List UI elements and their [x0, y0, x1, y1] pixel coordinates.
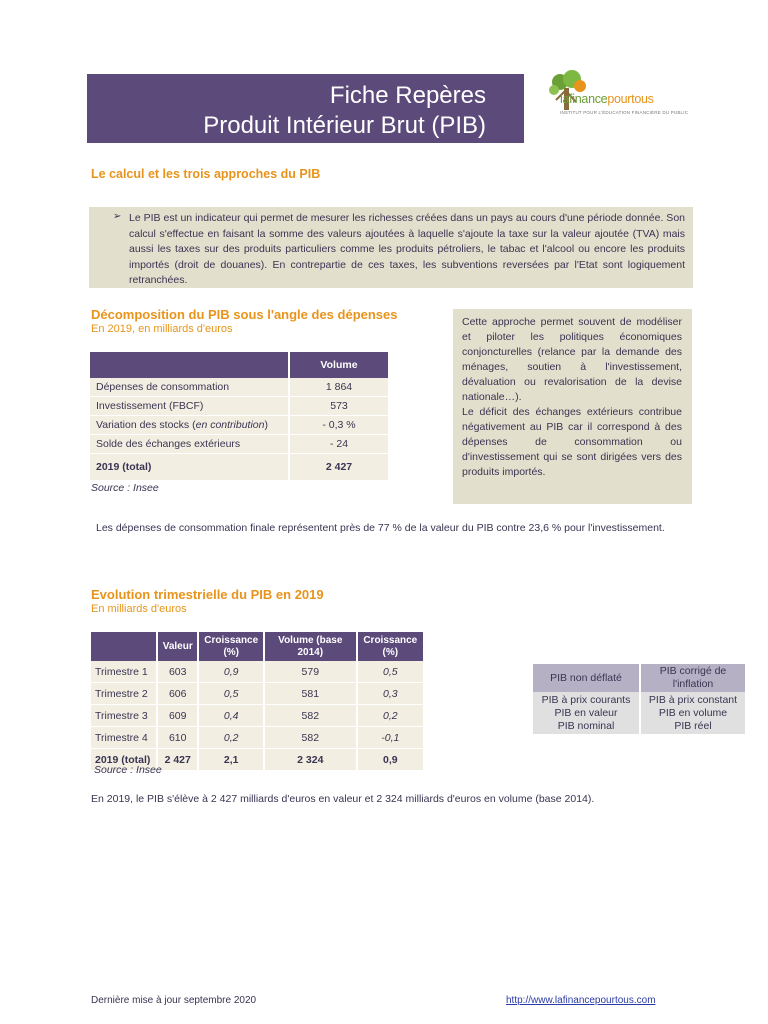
row-label: Variation des stocks (en contribution): [90, 416, 289, 435]
cell: PIB à prix constant PIB en volume PIB réel: [640, 692, 745, 734]
summary-paragraph: En 2019, le PIB s'élève à 2 427 milliards d'euros en valeur et 2 324 milliards d'euros en volume (base 2014).: [91, 793, 595, 805]
quarterly-header-valeur: Valeur: [157, 632, 199, 661]
cell: 582: [264, 705, 357, 727]
title-line-1: Fiche Repères: [329, 82, 486, 109]
table-row: [90, 435, 388, 454]
cell: Trimestre 3: [91, 705, 157, 727]
table-row: [90, 416, 388, 435]
cell: 0,4: [198, 705, 264, 727]
logo-wordmark: lafinancepourtous: [560, 92, 654, 106]
intro-box: [89, 207, 693, 288]
cell: 2,1: [198, 749, 264, 771]
cell: 0,5: [198, 683, 264, 705]
depenses-table-empty-header: [90, 352, 289, 378]
cell: 606: [157, 683, 199, 705]
cell: Trimestre 2: [91, 683, 157, 705]
header-pib-non-deflate: PIB non déflaté: [533, 664, 640, 692]
row-label: Investissement (FBCF): [90, 397, 289, 416]
cell: 2019 (total): [91, 749, 157, 771]
last-update: Dernière mise à jour septembre 2020: [91, 995, 257, 1006]
cell: 0,3: [357, 683, 423, 705]
table-header-row: [533, 664, 745, 692]
cell: 0,2: [357, 705, 423, 727]
section-subheading-evolution: En milliards d'euros: [91, 603, 187, 615]
quarterly-header-croissance: Croissance (%): [198, 632, 264, 661]
table-row: [533, 692, 745, 734]
total-label: 2019 (total): [90, 454, 289, 481]
quarterly-header-empty: [91, 632, 157, 661]
website-link[interactable]: http://www.lafinancepourtous.com: [506, 995, 656, 1006]
table-row: [91, 727, 423, 749]
table-row: [91, 661, 423, 683]
table-header-row: [91, 632, 423, 661]
quarterly-header-croissance-volume: Croissance (%): [357, 632, 423, 661]
cell: 609: [157, 705, 199, 727]
depenses-table: [90, 352, 388, 481]
section-heading-calcul: Le calcul et les trois approches du PIB: [91, 167, 321, 181]
source-note: Source : Insee: [94, 764, 162, 776]
cell: 0,2: [198, 727, 264, 749]
header-pib-corrige: PIB corrigé de l'inflation: [640, 664, 745, 692]
section-subheading-depenses: En 2019, en milliards d'euros: [91, 323, 233, 335]
source-note: Source : Insee: [91, 482, 159, 494]
cell: 579: [264, 661, 357, 683]
table-row: [91, 683, 423, 705]
side-note-text: Cette approche permet souvent de modéliser et piloter les politiques économiques conjoncturelles (relance par la demande des ménages, soutien à l'investissement, dévaluation ou revalorisation de la devise nationale…). Le déficit des échanges extérieurs contribue négativement au PIB car il correspond à des dépenses de consommation ou d'investissement qui se sont dirigées vers des produits importés.: [462, 316, 682, 478]
cell: 2 324: [264, 749, 357, 771]
cell: -0,1: [357, 727, 423, 749]
cell: 0,9: [198, 661, 264, 683]
section-heading-evolution: Evolution trimestrielle du PIB en 2019: [91, 587, 324, 602]
row-label: Solde des échanges extérieurs: [90, 435, 289, 454]
cell: 581: [264, 683, 357, 705]
intro-text: Le PIB est un indicateur qui permet de mesurer les richesses créées dans un pays au cours d'une période donnée. Son calcul s'effectue en faisant la somme des valeurs ajoutées à laquelle s'ajoute la taxe sur la valeur ajoutée (TVA) mais aussi les taxes sur des produits particuliers comme les produits pétroliers, le tabac et l'alcool ou encore les produits importés (droit de douanes). En contrepartie de ces taxes, les subventions reversées par l'Etat sont logiquement retranchées.: [129, 212, 685, 287]
title-line-2: Produit Intérieur Brut (PIB): [203, 112, 486, 139]
pib-definitions-table: [533, 664, 745, 734]
consumption-paragraph: Les dépenses de consommation finale représentent près de 77 % de la valeur du PIB contre 23,6 % pour l'investissement.: [96, 522, 665, 534]
quarterly-table: [91, 632, 423, 771]
table-row: [90, 397, 388, 416]
depenses-table-header-volume: Volume: [289, 352, 388, 378]
logo: [546, 70, 689, 130]
logo-tagline: INSTITUT POUR L'ÉDUCATION FINANCIÈRE DU PUBLIC: [560, 110, 689, 115]
total-value: 2 427: [289, 454, 388, 481]
table-row: [91, 705, 423, 727]
table-row: [90, 378, 388, 397]
cell: 582: [264, 727, 357, 749]
row-value: 573: [289, 397, 388, 416]
row-value: - 0,3 %: [289, 416, 388, 435]
quarterly-header-volume: Volume (base 2014): [264, 632, 357, 661]
cell: 2 427: [157, 749, 199, 771]
section-heading-depenses: Décomposition du PIB sous l'angle des dépenses: [91, 307, 398, 322]
row-value: 1 864: [289, 378, 388, 397]
row-label: Dépenses de consommation: [90, 378, 289, 397]
cell: PIB à prix courants PIB en valeur PIB nominal: [533, 692, 640, 734]
cell: Trimestre 1: [91, 661, 157, 683]
arrow-bullet-icon: ➢: [113, 211, 122, 222]
cell: 610: [157, 727, 199, 749]
title-banner: [87, 74, 524, 143]
cell: Trimestre 4: [91, 727, 157, 749]
cell: 0,5: [357, 661, 423, 683]
row-value: - 24: [289, 435, 388, 454]
side-note-box: [453, 309, 692, 504]
cell: 603: [157, 661, 199, 683]
cell: 0,9: [357, 749, 423, 771]
table-total-row: [90, 454, 388, 481]
